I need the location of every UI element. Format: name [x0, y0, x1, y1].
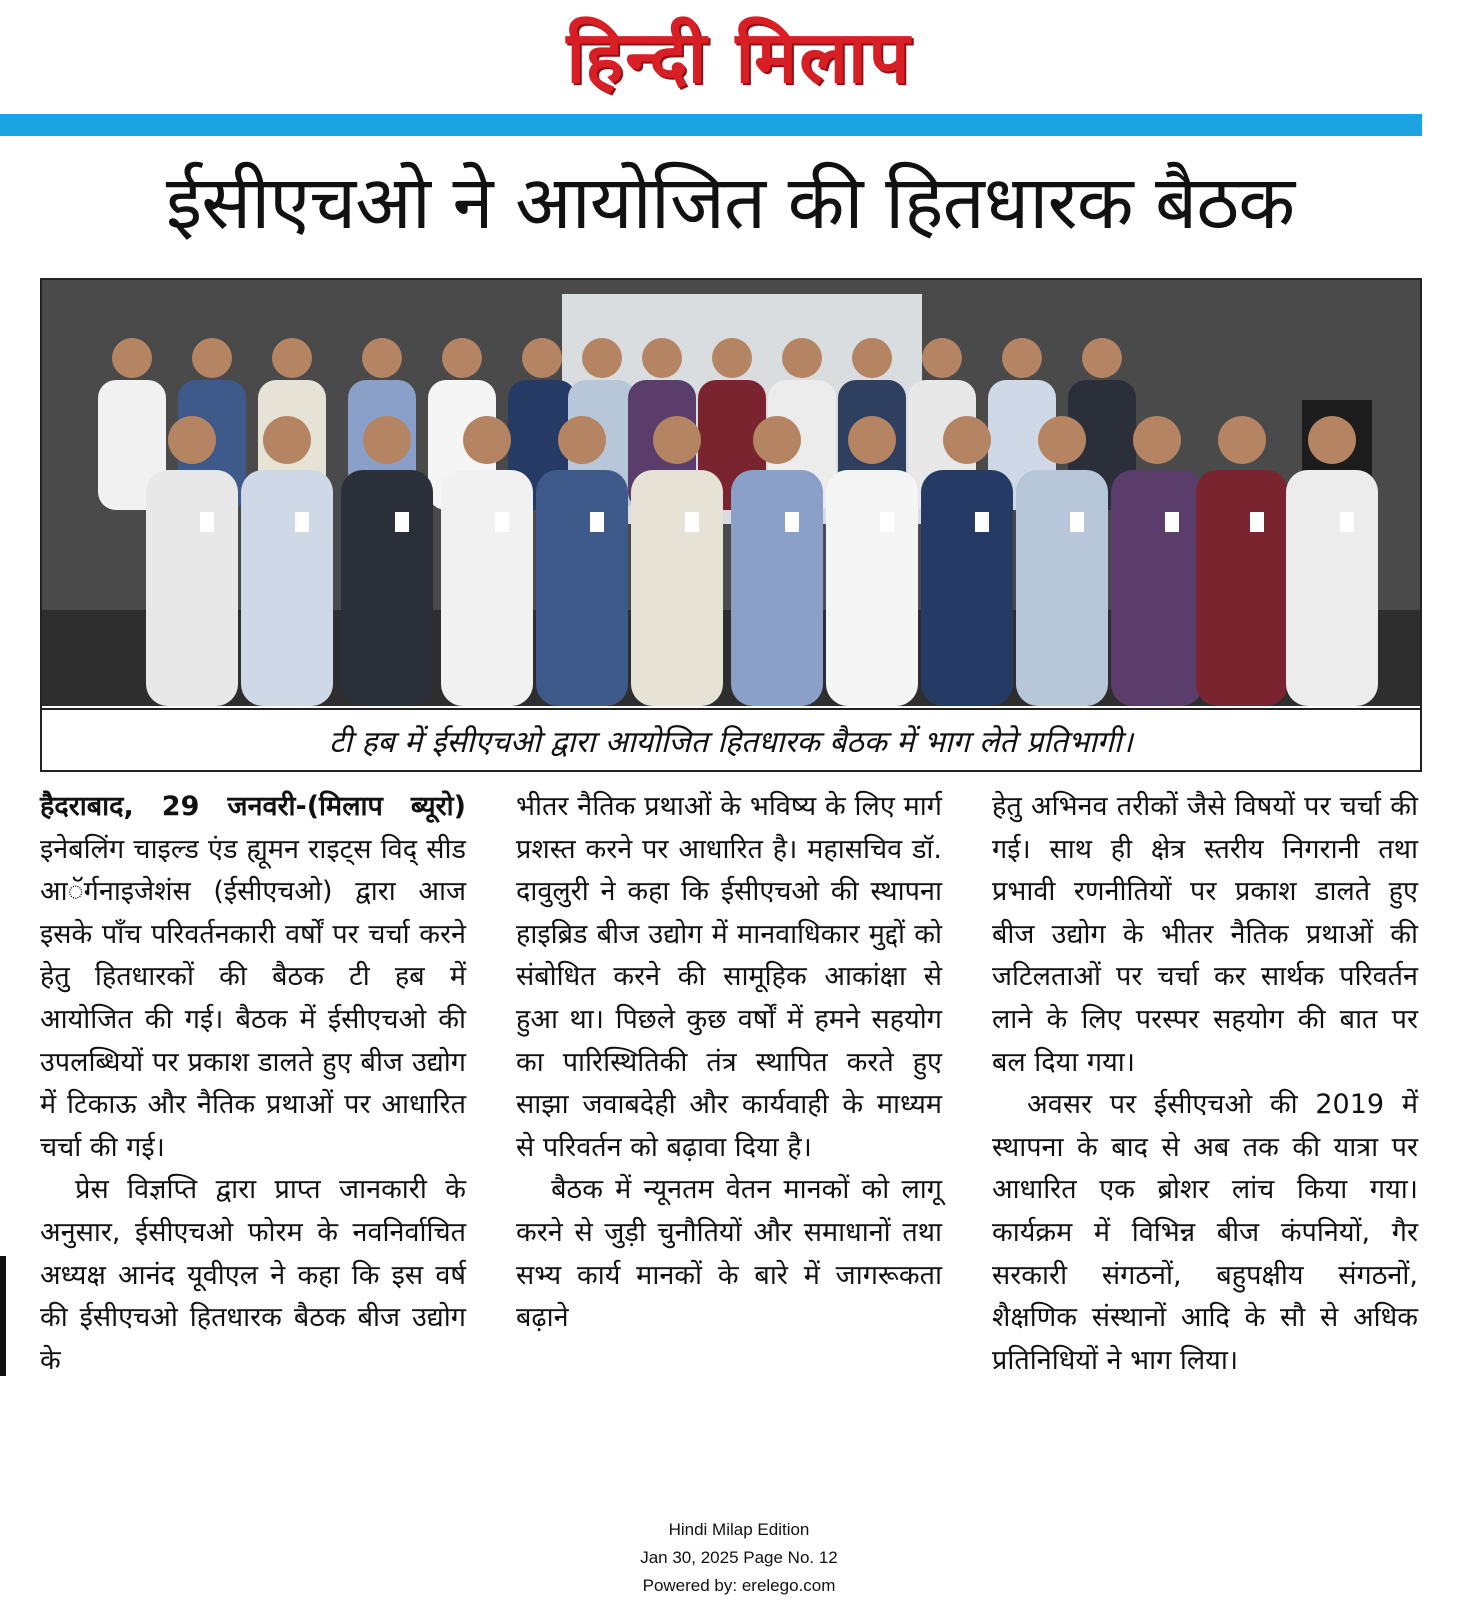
article-headline: ईसीएचओ ने आयोजित की हितधारक बैठक [165, 160, 1295, 246]
footer-powered-by: Powered by: erelego.com [642, 1576, 836, 1595]
blue-divider [0, 114, 1422, 136]
footer-date-page: Jan 30, 2025 Page No. 12 [640, 1548, 838, 1567]
paragraph: हेतु अभिनव तरीकों जैसे विषयों पर चर्चा की गई। साथ ही क्षेत्र स्तरीय निगरानी तथा प्रभावी रणनीतियों पर प्रकाश डालते हुए बीज उद्योग के भीतर नैतिक प्रथाओं की जटिलताओं पर चर्चा कर सार्थक परिवर्तन लाने के लिए परस्पर सहयोग की बात पर बल दिया गया। [992, 791, 1418, 1078]
article-column-3 [992, 786, 1418, 1486]
photo-caption-bar [42, 708, 1420, 770]
dateline: हैदराबाद, 29 जनवरी-(मिलाप ब्यूरो) [40, 791, 466, 822]
paragraph: बैठक में न्यूनतम वेतन मानकों को लागू करने से जुड़ी चुनौतियों और समाधानों तथा सभ्य कार्य मानकों के बारे में जागरूकता बढ़ाने [516, 1174, 942, 1334]
paragraph: प्रेस विज्ञप्ति द्वारा प्राप्त जानकारी के अनुसार, ईसीएचओ फोरम के नवनिर्वाचित अध्यक्ष आनंद यूवीएल ने कहा कि इस वर्ष की ईसीएचओ हितधारक बैठक बीज उद्योग के [40, 1174, 466, 1376]
masthead [0, 0, 1478, 110]
paragraph: भीतर नैतिक प्रथाओं के भविष्य के लिए मार्ग प्रशस्त करने पर आधारित है। महासचिव डॉ. दावुलुरी ने कहा कि ईसीएचओ की स्थापना हाइब्रिड बीज उद्योग में मानवाधिकार मुद्दों को संबोधित करने की सामूहिक आकांक्षा से हुआ था। पिछले कुछ वर्षों में हमने सहयोग का पारिस्थितिकी तंत्र स्थापित करते हुए साझा जवाबदेही और कार्यवाही के माध्यम से परिवर्तन को बढ़ावा दिया है। [516, 791, 942, 1163]
newspaper-logo: हिन्दी मिलाप [566, 14, 912, 99]
paragraph-text: इनेबलिंग चाइल्ड एंड ह्यूमन राइट्स विद् सीड आॅर्गनाइजेशंस (ईसीएचओ) द्वारा आज इसके पाँच परिवर्तनकारी वर्षों पर चर्चा करने हेतु हितधारकों की बैठक टी हब में आयोजित की गई। बैठक में ईसीएचओ की उपलब्धियों पर प्रकाश डालते हुए बीज उद्योग में टिकाऊ और नैतिक प्रथाओं पर आधारित चर्चा की गई। [40, 833, 466, 1163]
page-edge-mark [0, 1256, 6, 1376]
group-photo-illustration [42, 280, 1420, 706]
footer-edition: Hindi Milap Edition [668, 1520, 810, 1539]
paragraph [40, 786, 466, 1169]
article-body [40, 786, 1422, 1486]
photo-caption: टी हब में ईसीएचओ द्वारा आयोजित हितधारक बैठक में भाग लेते प्रतिभागी। [329, 724, 1133, 760]
article-column-1 [40, 786, 466, 1486]
group-photo [42, 280, 1420, 706]
paragraph: अवसर पर ईसीएचओ की 2019 में स्थापना के बाद से अब तक की यात्रा पर आधारित एक ब्रोशर लांच किया गया। कार्यक्रम में विभिन्न बीज कंपनियों, गैर सरकारी संगठनों, बहुपक्षीय संगठनों, शैक्षणिक संस्थानों आदि के सौ से अधिक प्रतिनिधियों ने भाग लिया। [992, 1089, 1418, 1376]
photo-frame [40, 278, 1422, 772]
article-column-2 [516, 786, 942, 1486]
page-footer [0, 1516, 1478, 1600]
